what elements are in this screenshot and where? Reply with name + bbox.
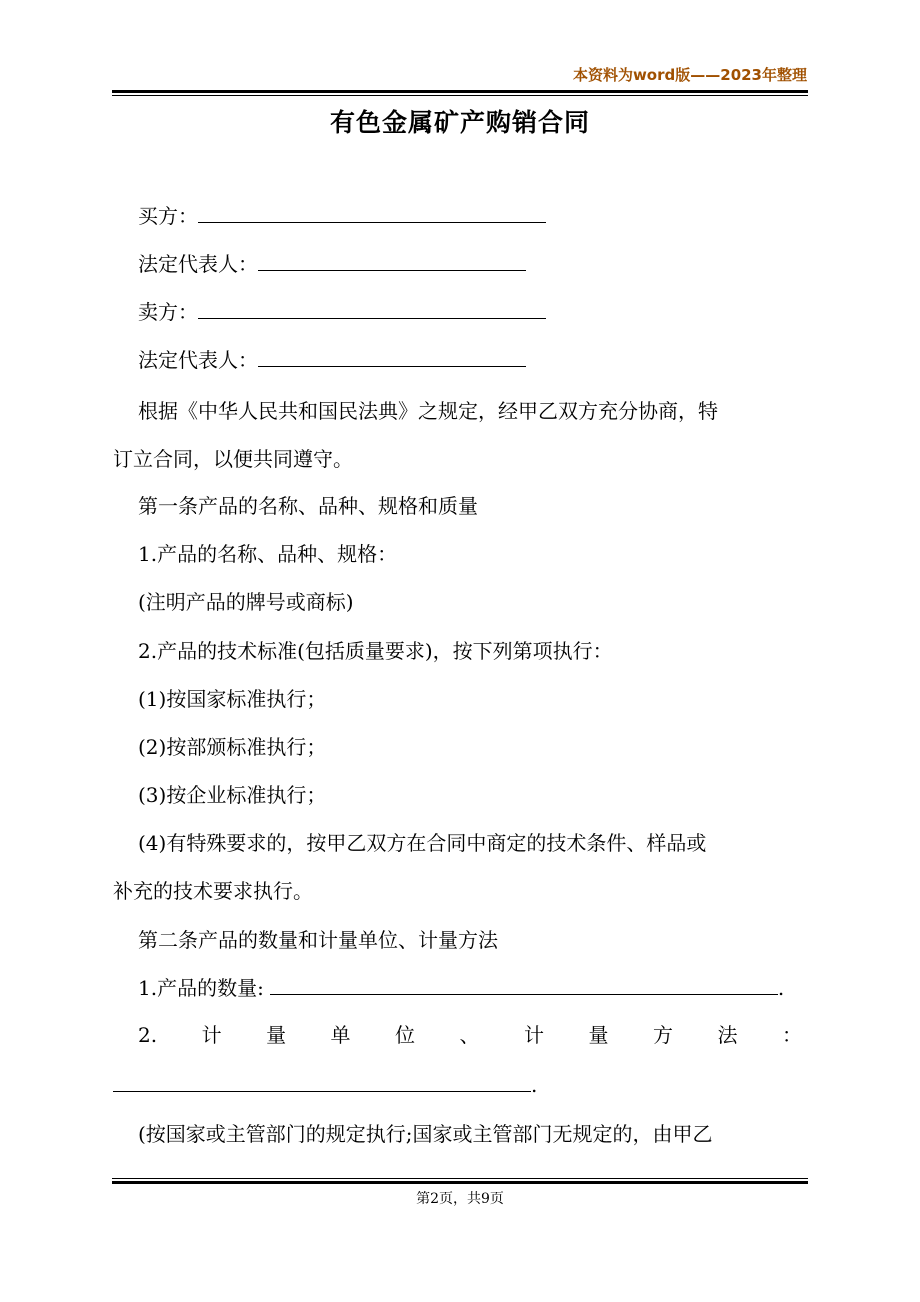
seller-rep-label: 法定代表人： <box>138 348 258 372</box>
unit-method-char: 量 <box>266 1023 287 1047</box>
unit-method-char: 2. <box>138 1023 158 1047</box>
quantity-label: 1.产品的数量: <box>138 976 264 1000</box>
item1-note: (注明产品的牌号或商标) <box>138 590 354 614</box>
item1: 1.产品的名称、品种、规格： <box>138 542 398 566</box>
unit-method-char: 、 <box>459 1023 480 1047</box>
seller-blank[interactable] <box>198 300 546 319</box>
intro-line-1: 根据《中华人民共和国民法典》之规定，经甲乙双方充分协商，特 <box>138 399 718 423</box>
item2: 2.产品的技术标准(包括质量要求)，按下列第项执行： <box>138 639 613 663</box>
unit-method-char: 计 <box>201 1023 222 1047</box>
seller-label: 卖方： <box>138 300 198 324</box>
unit-method-blank-line <box>113 1072 537 1098</box>
quantity-blank[interactable] <box>270 976 778 995</box>
header-rule-thin <box>112 95 808 96</box>
seller-rep-blank[interactable] <box>258 348 526 367</box>
unit-method-blank[interactable] <box>113 1073 531 1092</box>
buyer-rep-label: 法定代表人： <box>138 252 258 276</box>
buyer-label: 买方： <box>138 204 198 228</box>
unit-method-period: . <box>531 1073 538 1097</box>
unit-method-char: 计 <box>524 1023 544 1047</box>
unit-method-char: 量 <box>588 1023 609 1047</box>
header-rule-thick <box>112 90 808 93</box>
seller-line <box>138 299 546 325</box>
unit-method-line <box>138 1022 802 1048</box>
option4-line-1: (4)有特殊要求的，按甲乙双方在合同中商定的技术条件、样品或 <box>138 831 707 855</box>
seller-rep-line <box>138 347 526 373</box>
unit-method-char: ： <box>781 1023 802 1047</box>
buyer-line <box>138 203 546 229</box>
buyer-rep-blank[interactable] <box>258 252 526 271</box>
footer-rule-thick <box>112 1181 808 1184</box>
option4-line-2: 补充的技术要求执行。 <box>113 879 313 903</box>
article2-heading: 第二条产品的数量和计量单位、计量方法 <box>138 928 498 952</box>
note-line: (按国家或主管部门的规定执行;国家或主管部门无规定的，由甲乙 <box>138 1122 713 1146</box>
unit-method-char: 法 <box>717 1023 738 1047</box>
option2: (2)按部颁标准执行； <box>138 735 327 759</box>
header-note: 本资料为word版——2023年整理 <box>572 66 807 84</box>
option3: (3)按企业标准执行； <box>138 783 327 807</box>
quantity-period: . <box>777 976 785 1000</box>
buyer-rep-line <box>138 251 526 277</box>
intro-line-2: 订立合同，以便共同遵守。 <box>113 447 353 471</box>
option1: (1)按国家标准执行； <box>138 687 327 711</box>
unit-method-char: 单 <box>330 1023 351 1047</box>
footer-rule-thin <box>112 1178 808 1179</box>
unit-method-char: 位 <box>395 1023 416 1047</box>
document-title: 有色金属矿产购销合同 <box>329 108 590 137</box>
buyer-blank[interactable] <box>198 204 546 223</box>
unit-method-char: 方 <box>652 1023 673 1047</box>
page-number: 第2页，共9页 <box>416 1191 504 1207</box>
article1-heading: 第一条产品的名称、品种、规格和质量 <box>138 494 478 518</box>
quantity-line <box>138 975 784 1001</box>
